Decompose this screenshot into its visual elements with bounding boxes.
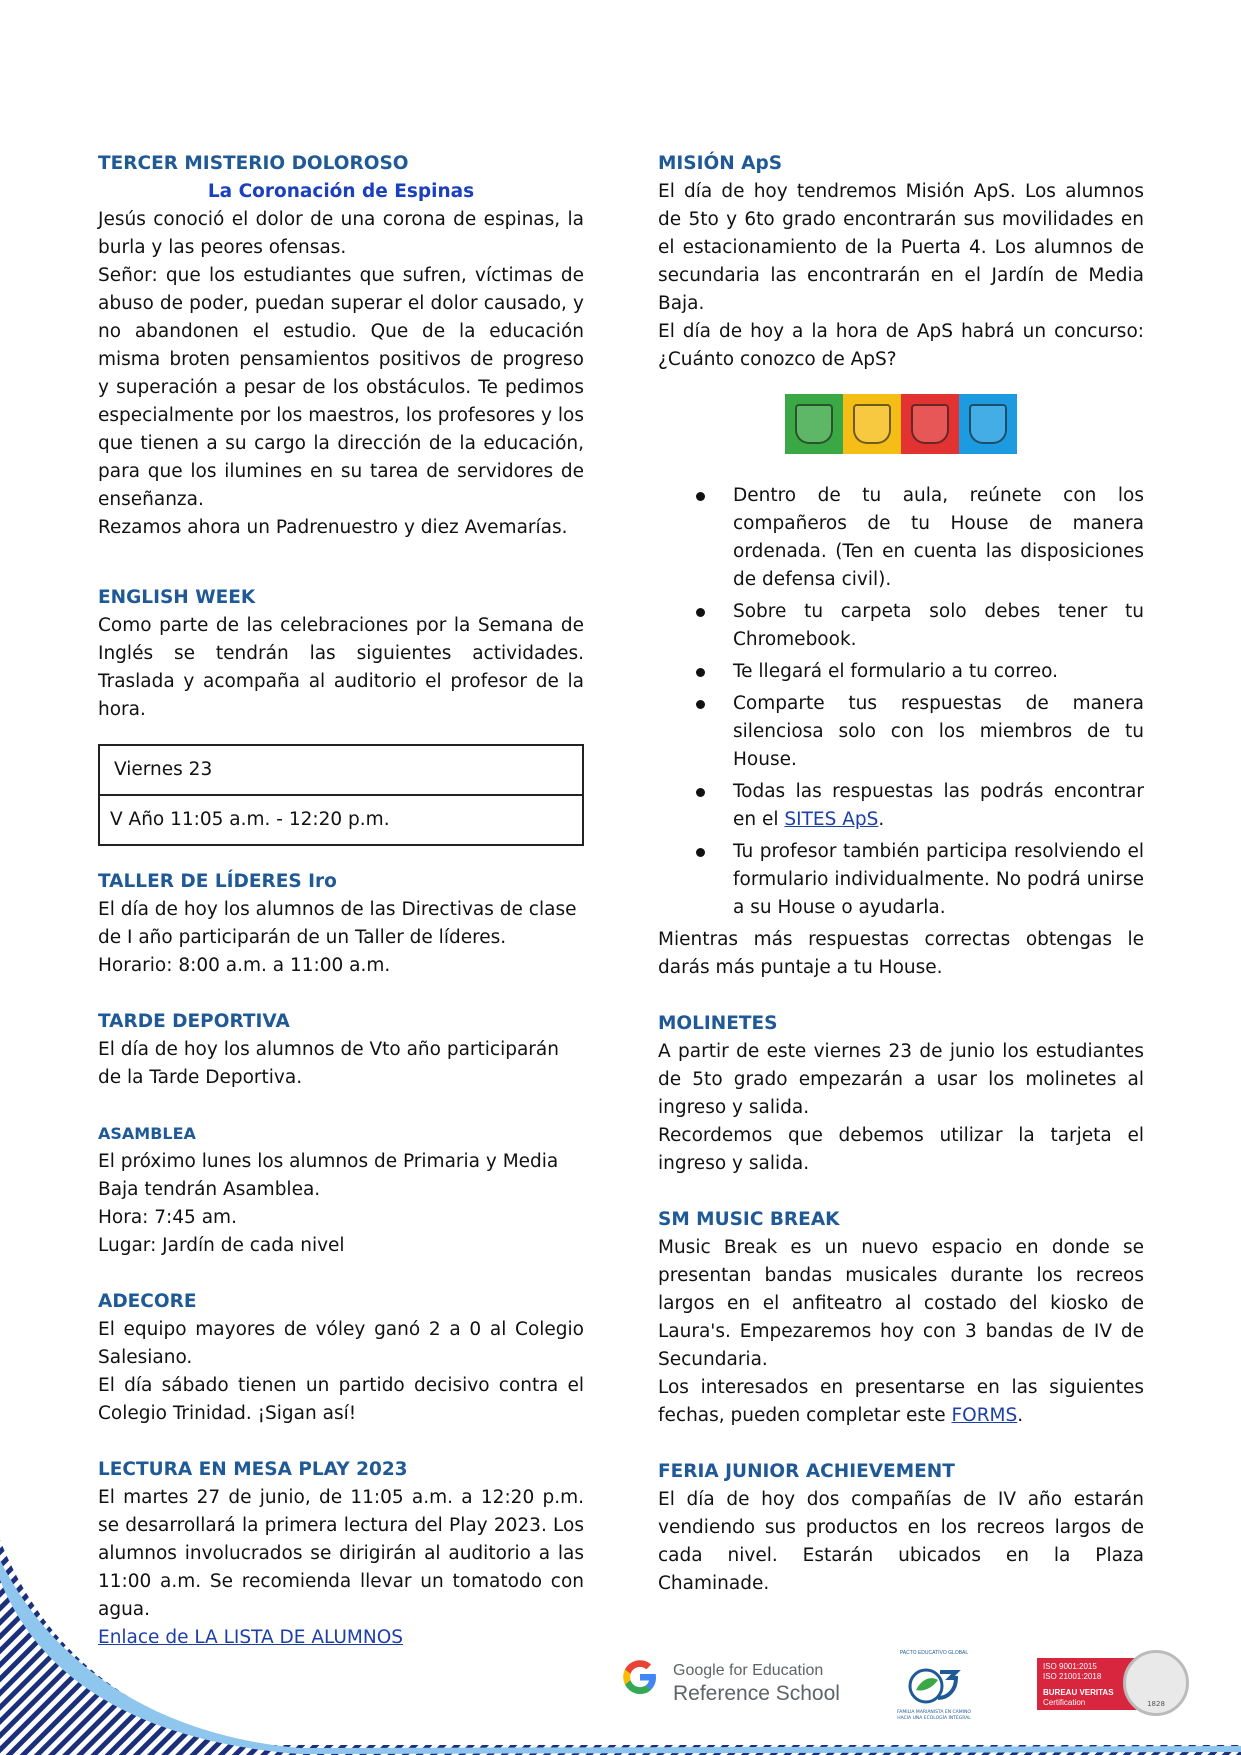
google-education-label: Google for Education [673, 1662, 824, 1679]
google-g-icon [620, 1656, 660, 1698]
list-item: Te llegará el formulario a tu correo. [733, 658, 1144, 686]
taller-horario: Horario: 8:00 a.m. a 11:00 a.m. [98, 955, 391, 976]
spacer [98, 980, 584, 1008]
feria-text: El día de hoy dos compañías de IV año estarán vendiendo sus productos en los recreos largos de cada nivel. Estarán ubicados en la Plaza Chaminade. [658, 1489, 1144, 1594]
section-heading-mision: MISIÓN ApS [658, 153, 783, 174]
section-heading-misterio: TERCER MISTERIO DOLOROSO [98, 153, 409, 174]
asamblea-line-1: El próximo lunes los alumnos de Primaria y Media [98, 1151, 559, 1172]
music-text-end: . [1017, 1405, 1024, 1426]
mision-paragraph-2: El día de hoy a la hora de ApS habrá un concurso: ¿Cuánto conozco de ApS? [658, 321, 1144, 370]
list-item: Tu profesor también participa resolviendo el formulario individualmente. No podrá unirse a su House o ayudarla. [733, 838, 1144, 922]
house-shields [658, 394, 1144, 454]
spacer [658, 1430, 1144, 1458]
pacto-educativo-logo [892, 1650, 976, 1720]
house-shield-yellow [843, 394, 901, 454]
section-heading-adecore: ADECORE [98, 1291, 197, 1312]
spacer [98, 1092, 584, 1120]
spacer [98, 1260, 584, 1288]
molinetes-paragraph-2: Recordemos que debemos utilizar la tarjeta el ingreso y salida. [658, 1125, 1144, 1174]
crest-icon [969, 404, 1007, 444]
spacer [98, 542, 584, 570]
iso-9001-label: ISO 9001:2015 [1043, 1662, 1097, 1671]
eco-logo-title: PACTO EDUCATIVO GLOBAL [899, 1650, 969, 1656]
house-shield-red [901, 394, 959, 454]
music-paragraph-1: Music Break es un nuevo espacio en donde se presentan bandas musicales durante los recreos largos en el anfiteatro al costado del kiosko de Laura's. Empezaremos hoy con 3 bandas de IV de Secundaria. [658, 1237, 1144, 1370]
section-heading-music: SM MUSIC BREAK [658, 1209, 840, 1230]
lectura-text: El martes 27 de junio, de 11:05 a.m. a 12:20 p.m. se desarrollará la primera lectura del Play 2023. Los alumnos involucrados se dirigirán al auditorio a las 11:00 a.m. Se recomienda llevar un tomatodo con agua. [98, 1487, 584, 1620]
crest-icon [795, 404, 833, 444]
english-schedule-table [98, 744, 584, 846]
misterio-paragraph-1: Jesús conoció el dolor de una corona de espinas, la burla y las peores ofensas. [98, 209, 584, 258]
footer-logos [0, 1650, 1241, 1730]
adecore-paragraph-2: El día sábado tienen un partido decisivo contra el Colegio Trinidad. ¡Sigan así! [98, 1375, 584, 1424]
certification-label: Certification [1043, 1698, 1086, 1707]
schedule-row-time: V Año 11:05 a.m. - 12:20 p.m. [100, 794, 582, 844]
spacer [658, 982, 1144, 1010]
mision-paragraph-3: Mientras más respuestas correctas obtengas le darás más puntaje a tu House. [658, 929, 1144, 978]
schedule-row-day: Viernes 23 [114, 759, 213, 780]
list-item: Dentro de tu aula, reúnete con los compañeros de tu House de manera ordenada. (Ten en cuenta las disposiciones de defensa civil). [733, 482, 1144, 594]
spacer [98, 1428, 584, 1456]
section-heading-feria: FERIA JUNIOR ACHIEVEMENT [658, 1461, 955, 1482]
taller-text: El día de hoy los alumnos de las Directivas de clase de I año participarán de un Taller de líderes. [98, 899, 577, 948]
misterio-paragraph-3: Rezamos ahora un Padrenuestro y diez Avemarías. [98, 517, 568, 538]
section-heading-asamblea: ASAMBLEA [98, 1124, 196, 1143]
right-column [658, 150, 1144, 1598]
lista-alumnos-link[interactable]: Enlace de LA LISTA DE ALUMNOS [98, 1627, 404, 1648]
asamblea-line-2: Baja tendrán Asamblea. [98, 1179, 321, 1200]
forms-link[interactable]: FORMS [951, 1405, 1018, 1426]
list-item: Sobre tu carpeta solo debes tener tu Chromebook. [733, 598, 1144, 654]
section-heading-english: ENGLISH WEEK [98, 587, 256, 608]
list-item: Comparte tus respuestas de manera silenciosa solo con los miembros de tu House. [733, 690, 1144, 774]
bureau-veritas-label: BUREAU VERITAS [1043, 1688, 1114, 1697]
music-text: Los interesados en presentarse en las siguientes fechas, pueden completar este [658, 1377, 1144, 1426]
mision-instructions-list [658, 482, 1144, 922]
adecore-paragraph-1: El equipo mayores de vóley ganó 2 a 0 al Colegio Salesiano. [98, 1319, 584, 1368]
section-heading-lectura: LECTURA EN MESA PLAY 2023 [98, 1459, 408, 1480]
list-item [733, 778, 1144, 834]
mision-paragraph-1: El día de hoy tendremos Misión ApS. Los alumnos de 5to y 6to grado encontrarán sus movilidades en el estacionamiento de la Puerta 4. Los alumnos de secundaria las encontrarán en el Jardín de Media Baja. [658, 181, 1144, 314]
english-text: Como parte de las celebraciones por la Semana de Inglés se tendrán las siguientes actividades. Traslada y acompaña al auditorio el profesor de la hora. [98, 615, 584, 720]
spacer [98, 570, 584, 584]
asamblea-lugar: Lugar: Jardín de cada nivel [98, 1235, 345, 1256]
seal-year: 1828 [1147, 1700, 1165, 1708]
misterio-paragraph-2: Señor: que los estudiantes que sufren, víctimas de abuso de poder, puedan superar el dolor causado, y no abandonen el estudio. Que de la educación misma broten pensamientos positivos de progreso y superación a pesar de los obstáculos. Te pedimos especialmente por los maestros, los profesores y los que tienen a su cargo la dirección de la educación, para que los ilumines en su tarea de servidores de enseñanza. [98, 265, 584, 510]
crest-icon [853, 404, 891, 444]
bureau-veritas-badge [1037, 1658, 1192, 1713]
section-heading-molinetes: MOLINETES [658, 1013, 778, 1034]
crest-icon [911, 404, 949, 444]
sites-aps-link[interactable]: SITES ApS [784, 809, 879, 830]
eco-logo-caption: FAMILIA MARIANISTA EN CAMINO HACIA UNA ECOLOGÍA INTEGRAL [897, 1710, 971, 1721]
tarde-text: El día de hoy los alumnos de Vto año participarán de la Tarde Deportiva. [98, 1039, 559, 1088]
left-column [98, 150, 584, 1652]
list-item-text: Todas las respuestas las podrás encontrar en el [733, 781, 1144, 830]
section-heading-taller: TALLER DE LÍDERES Iro [98, 871, 337, 892]
bureau-veritas-seal-icon [1123, 1650, 1189, 1716]
asamblea-hora: Hora: 7:45 am. [98, 1207, 237, 1228]
section-heading-tarde: TARDE DEPORTIVA [98, 1011, 290, 1032]
globe-leaf-icon [906, 1664, 962, 1706]
house-shield-blue [959, 394, 1017, 454]
molinetes-paragraph-1: A partir de este viernes 23 de junio los estudiantes de 5to grado empezarán a usar los molinetes al ingreso y salida. [658, 1041, 1144, 1118]
iso-21001-label: ISO 21001:2018 [1043, 1672, 1102, 1681]
house-shield-green [785, 394, 843, 454]
list-item-end: . [878, 809, 885, 830]
spacer [658, 1178, 1144, 1206]
reference-school-label: Reference School [673, 1682, 840, 1705]
music-paragraph-2 [658, 1374, 1144, 1430]
misterio-subtitle: La Coronación de Espinas [207, 181, 475, 202]
